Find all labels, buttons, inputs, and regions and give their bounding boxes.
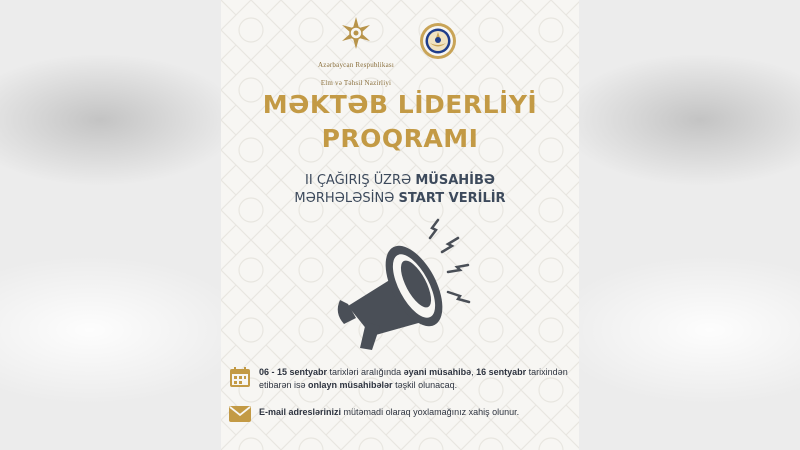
email-addresses: E-mail adreslərinizi	[259, 407, 342, 417]
row2-text-1: mütəmadi olaraq yoxlamağınız xahiş olunur.	[341, 407, 520, 417]
inperson-interview: əyani müsahibə	[403, 367, 472, 377]
date-2: 16 sentyabr	[476, 367, 527, 377]
date-range-1: 06 - 15 sentyabr	[259, 367, 328, 377]
calendar-icon	[229, 366, 251, 388]
email-check-info	[229, 406, 571, 424]
title-line-2: PROQRAMI	[321, 124, 479, 153]
envelope-icon	[229, 406, 251, 422]
ministry-line-1: Azərbaycan Respublikası	[318, 61, 394, 69]
state-emblem-icon	[339, 16, 373, 50]
interview-dates-info	[229, 366, 571, 396]
subtitle-2-normal: MƏRHƏLƏSİNƏ	[294, 191, 399, 206]
program-title	[221, 88, 579, 156]
email-check-text	[259, 406, 571, 419]
subtitle-line-2	[221, 190, 579, 208]
ministry-line-2: Elm və Təhsil Nazirliyi	[320, 79, 392, 87]
announcement-poster	[221, 0, 579, 450]
online-interviews: onlayn müsahibələr	[308, 380, 393, 390]
subtitle-line-1	[221, 172, 579, 190]
subtitle	[221, 172, 579, 208]
logos-header	[221, 12, 579, 87]
row1-text-2: ,	[471, 367, 477, 377]
institute-seal-icon	[419, 22, 457, 60]
subtitle-2-bold: START VERİLİR	[398, 191, 506, 206]
interview-dates-text	[259, 366, 571, 392]
subtitle-1-bold: MÜSAHİBƏ	[415, 173, 495, 188]
title-line-1: MƏKTƏB LİDERLİYİ	[262, 90, 538, 119]
row1-text-4: təşkil olunacaq.	[392, 380, 458, 390]
megaphone-icon	[326, 218, 476, 353]
row1-text-1: tarixləri aralığında	[327, 367, 404, 377]
subtitle-1-normal: II ÇAĞIRIŞ ÜZRƏ	[305, 173, 416, 188]
row1-text-3: tarixindən etibarən isə	[259, 367, 568, 390]
